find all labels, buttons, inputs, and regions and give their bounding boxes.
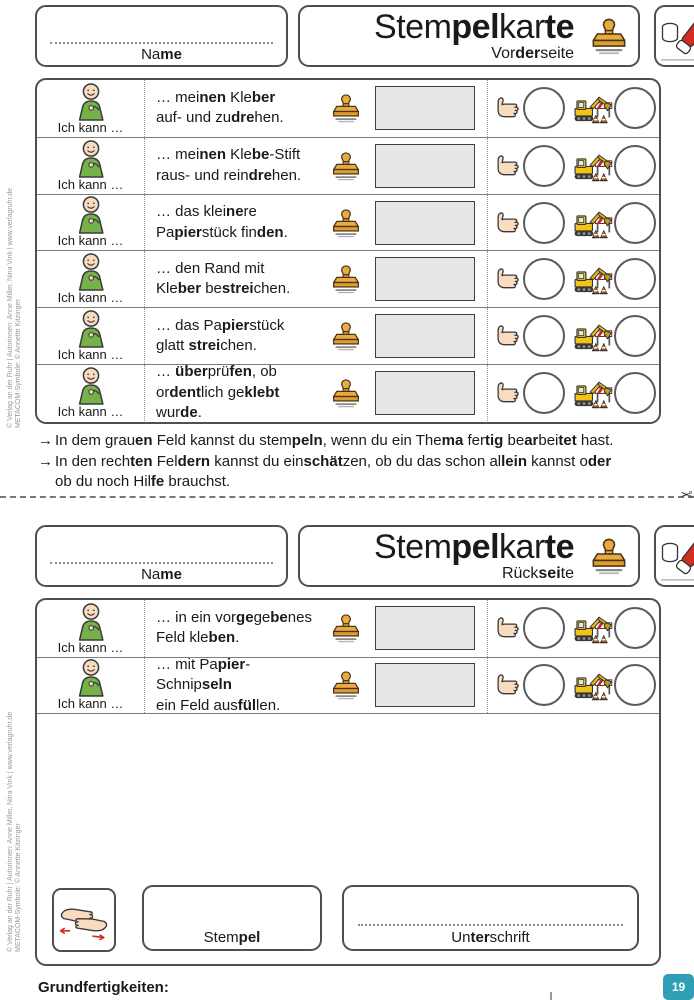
construction-site-icon xyxy=(571,669,613,701)
ich-kann-label: Ich kann … xyxy=(57,639,124,655)
ich-kann-label: Ich kann … xyxy=(57,176,124,192)
stamp-icon xyxy=(590,534,628,578)
assessment-circle-help[interactable] xyxy=(614,145,656,187)
glue-box-back xyxy=(654,525,694,587)
table-row xyxy=(37,307,659,364)
table-row xyxy=(37,250,659,307)
signature-box[interactable] xyxy=(342,885,639,951)
construction-site-icon xyxy=(571,377,613,409)
back-task-table xyxy=(35,598,661,966)
thumbs-up-icon xyxy=(493,154,521,178)
task-text-line1: … meinen Klebe-Stift xyxy=(156,146,301,164)
stamp-signature-box[interactable] xyxy=(142,885,322,951)
task-text-line1: … überprüfen, ob xyxy=(156,363,277,381)
thumbs-up-icon xyxy=(493,381,521,405)
stamp-field[interactable] xyxy=(375,371,475,415)
person-pointing-self-icon xyxy=(72,82,110,122)
task-text-line2: auf- und zudrehen. xyxy=(156,109,284,127)
stamp-icon xyxy=(590,14,628,58)
person-pointing-self-icon xyxy=(72,602,110,642)
name-box-back xyxy=(35,525,288,587)
glue-pot-and-stick-icon xyxy=(659,529,694,585)
name-write-line[interactable] xyxy=(50,42,273,44)
signature-line[interactable] xyxy=(358,924,623,926)
assessment-circle-help[interactable] xyxy=(614,664,656,706)
table-row xyxy=(37,137,659,194)
stamp-icon xyxy=(331,264,361,294)
task-text-line1: … in ein vorgegebenes xyxy=(156,608,312,626)
assessment-circle-help[interactable] xyxy=(614,87,656,129)
task-text-line2: Feld kleben. xyxy=(156,629,240,647)
assessment-circle-alone[interactable] xyxy=(523,87,565,129)
title-box-back xyxy=(298,525,640,587)
task-text-line2: ein Feld ausfüllen. xyxy=(156,696,281,714)
person-pointing-self-icon xyxy=(72,252,110,292)
stamp-icon xyxy=(331,93,361,123)
assessment-circle-help[interactable] xyxy=(614,607,656,649)
stamp-icon xyxy=(331,613,361,643)
table-row xyxy=(37,364,659,421)
task-text-line1: … mit Papier-Schnipseln xyxy=(156,655,251,693)
stamp-field[interactable] xyxy=(375,201,475,245)
copyright-vertical-line1: © Verlag an der Ruhr | Autorinnen: Anne Miller, Nina Vink | www.verlagruhr.de xyxy=(7,187,14,428)
stamp-icon xyxy=(331,151,361,181)
thumbs-up-icon xyxy=(493,673,521,697)
assessment-circle-alone[interactable] xyxy=(523,145,565,187)
person-pointing-self-icon xyxy=(72,366,110,406)
page-number-badge: 19 xyxy=(663,974,694,1000)
ich-kann-label: Ich kann … xyxy=(57,695,124,711)
table-row xyxy=(37,657,659,714)
copyright-vertical-line2: METACOM-Symbole: © Annette Kitzinger xyxy=(15,823,22,952)
construction-site-icon xyxy=(571,92,613,124)
footer-category-label: Grundfertigkeiten: xyxy=(38,979,169,996)
signature-box-label: Unterschrift xyxy=(451,929,530,946)
thumbs-up-icon xyxy=(493,211,521,235)
person-pointing-self-icon xyxy=(72,309,110,349)
construction-site-icon xyxy=(571,612,613,644)
table-row xyxy=(37,194,659,251)
copyright-vertical-line2: METACOM-Symbole: © Annette Kitzinger xyxy=(15,299,22,428)
stamp-icon xyxy=(331,670,361,700)
name-write-line[interactable] xyxy=(50,562,273,564)
ich-kann-label: Ich kann … xyxy=(57,233,124,249)
person-pointing-self-icon xyxy=(72,195,110,235)
assessment-circle-alone[interactable] xyxy=(523,372,565,414)
assessment-circle-help[interactable] xyxy=(614,202,656,244)
task-text-line1: … das Papierstück xyxy=(156,316,285,334)
instructions xyxy=(38,431,668,493)
assessment-circle-alone[interactable] xyxy=(523,315,565,357)
instruction-text: In den rechten Feldern kannst du einschätzen, ob du das schon allein kannst oder xyxy=(55,452,612,470)
name-label: Name xyxy=(141,566,182,583)
card-subtitle: Rückseite xyxy=(501,564,574,582)
front-task-table xyxy=(35,78,661,424)
task-text-line1: … den Rand mit xyxy=(156,259,265,277)
scissors-icon: ✂ xyxy=(680,487,693,504)
name-label: Name xyxy=(141,46,182,63)
stamp-icon xyxy=(331,208,361,238)
thumbs-up-icon xyxy=(493,324,521,348)
name-box-front xyxy=(35,5,288,67)
instruction-text: ob du noch Hilfe brauchst. xyxy=(55,473,231,490)
table-row xyxy=(37,600,659,657)
stamp-field[interactable] xyxy=(375,257,475,301)
card-title: Stempelkarte xyxy=(374,527,574,566)
glue-box-front xyxy=(654,5,694,67)
task-text-line2: glatt streichen. xyxy=(156,337,257,355)
construction-site-icon xyxy=(571,263,613,295)
stamp-field[interactable] xyxy=(375,606,475,650)
instruction-text: In dem grauen Feld kannst du stempeln, wenn du ein Thema fertig bearbeitet hast. xyxy=(55,432,614,449)
assessment-circle-help[interactable] xyxy=(614,372,656,414)
stamp-field[interactable] xyxy=(375,144,475,188)
footer-divider-tick xyxy=(550,992,552,1000)
stamp-icon xyxy=(331,321,361,351)
glue-pot-and-stick-icon xyxy=(659,9,694,65)
assessment-circle-alone[interactable] xyxy=(523,258,565,300)
title-box-front xyxy=(298,5,640,67)
thumbs-up-icon xyxy=(493,267,521,291)
construction-site-icon xyxy=(571,320,613,352)
task-text-line2: Kleber bestreichen. xyxy=(156,280,291,298)
stamp-field[interactable] xyxy=(375,314,475,358)
person-pointing-self-icon xyxy=(72,139,110,179)
arrow-spacer xyxy=(38,472,55,493)
construction-site-icon xyxy=(571,207,613,239)
rubbing-hands-icon xyxy=(56,893,112,947)
ich-kann-label: Ich kann … xyxy=(57,119,124,135)
arrow-icon: → xyxy=(38,432,53,449)
ich-kann-label: Ich kann … xyxy=(57,403,124,419)
card-title: Stempelkarte xyxy=(374,7,574,46)
assessment-circle-alone[interactable] xyxy=(523,202,565,244)
stamp-field[interactable] xyxy=(375,86,475,130)
task-text-line2: raus- und reindrehen. xyxy=(156,166,302,184)
construction-site-icon xyxy=(571,150,613,182)
card-subtitle: Vorderseite xyxy=(491,44,574,62)
stamp-box-label: Stempel xyxy=(203,929,261,946)
task-text-line1: … das kleinere xyxy=(156,203,257,221)
ich-kann-label: Ich kann … xyxy=(57,347,124,363)
stamp-icon xyxy=(331,378,361,408)
arrow-icon: → xyxy=(38,452,53,470)
thumbs-up-icon xyxy=(493,616,521,640)
stamp-field[interactable] xyxy=(375,663,475,707)
thumbs-up-icon xyxy=(493,96,521,120)
task-text-line1: … meinen Kleber xyxy=(156,88,276,106)
task-text-line2: Papierstück finden. xyxy=(156,223,288,241)
assessment-circle-alone[interactable] xyxy=(523,664,565,706)
person-pointing-self-icon xyxy=(72,658,110,698)
assessment-circle-help[interactable] xyxy=(614,258,656,300)
task-text-line2: ordentlich geklebt wurde. xyxy=(156,383,280,422)
copyright-vertical-line1: © Verlag an der Ruhr | Autorinnen: Anne Miller, Nina Vink | www.verlagruhr.de xyxy=(7,711,14,952)
assessment-circle-help[interactable] xyxy=(614,315,656,357)
rubbing-hands-box xyxy=(52,888,116,952)
assessment-circle-alone[interactable] xyxy=(523,607,565,649)
ich-kann-label: Ich kann … xyxy=(57,290,124,306)
cut-line xyxy=(0,496,694,498)
table-row xyxy=(37,80,659,137)
